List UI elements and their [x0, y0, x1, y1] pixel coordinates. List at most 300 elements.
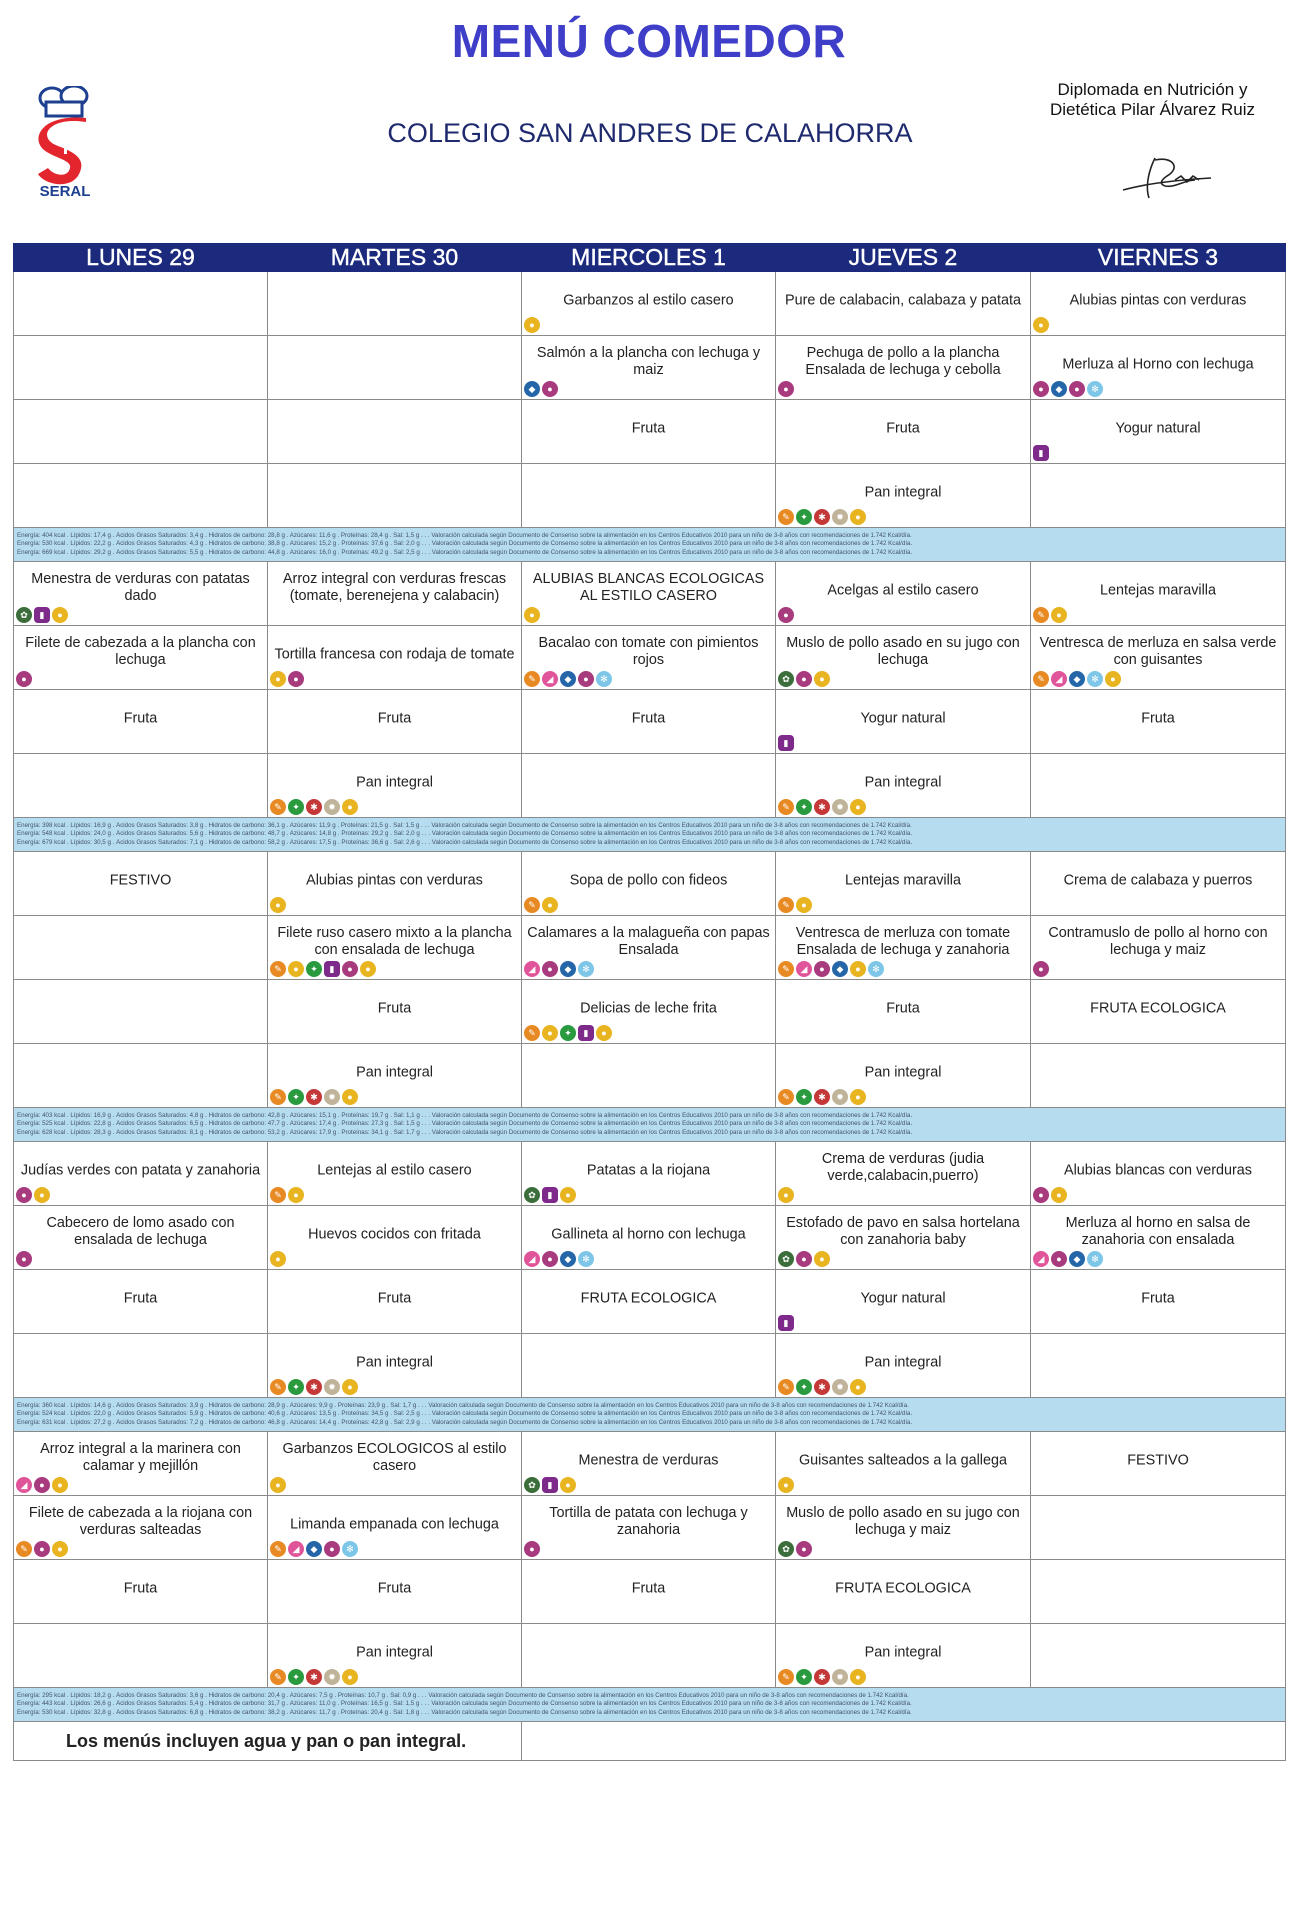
allergen-icons — [270, 897, 286, 913]
menu-cell — [522, 1044, 776, 1108]
egg-icon: ● — [542, 1251, 558, 1267]
soy-icon: ✦ — [288, 1379, 304, 1395]
menu-cell — [522, 754, 776, 818]
shellfish-icon: ◢ — [1033, 1251, 1049, 1267]
egg-icon: ● — [796, 1541, 812, 1557]
menu-cell — [776, 1624, 1031, 1688]
day-header: JUEVES 2 — [776, 244, 1031, 272]
dish-name: Arroz integral a la marinera con calamar y mejillón — [40, 1440, 241, 1474]
menu-cell — [776, 1206, 1031, 1270]
dish-name: Garbanzos ECOLOGICOS al estilo casero — [282, 1440, 507, 1474]
allergen-icons — [270, 1089, 358, 1105]
menu-cell — [14, 562, 268, 626]
menu-cell — [268, 852, 522, 916]
menu-row — [14, 464, 1286, 528]
egg-icon: ● — [796, 1251, 812, 1267]
menu-cell — [14, 336, 268, 400]
menu-row — [14, 400, 1286, 464]
menu-cell — [268, 1334, 522, 1398]
menu-cell — [522, 1142, 776, 1206]
menu-cell — [1031, 754, 1286, 818]
gluten-icon: ✎ — [270, 1379, 286, 1395]
dish-name: Sopa de pollo con fideos — [569, 871, 728, 888]
menu-cell — [14, 1432, 268, 1496]
dish-name: Salmón a la plancha con lechuga y maiz — [536, 344, 761, 378]
menu-row — [14, 1432, 1286, 1496]
dish-name: Judías verdes con patata y zanahoria — [20, 1161, 261, 1178]
nuts-icon: ✹ — [832, 1379, 848, 1395]
day-header: LUNES 29 — [14, 244, 268, 272]
allergen-icons — [778, 1379, 866, 1395]
allergen-icons — [778, 1315, 794, 1331]
mustard-icon: ● — [850, 1379, 866, 1395]
nutrition-line: Energía: 443 kcal . Lípidos: 26,6 g . Ácidos Grasos Saturados: 5,4 g . Hidratos de carbono: 31,7 g . Azúcares: 11,0 g . Proteínas: 16,5 g . Sal: 1,5 g . . . Valoración calculada según Documento de Consenso sobre la alimentación en los Centros Educativos 2010 para un niño de 3-8 años con recomendaciones de 1.742 Kcal/día. — [17, 1700, 912, 1708]
gluten-icon: ✎ — [270, 961, 286, 977]
mustard-icon: ● — [1051, 1187, 1067, 1203]
gluten-icon: ✎ — [778, 1669, 794, 1685]
egg-icon: ● — [342, 961, 358, 977]
dish-name: Huevos cocidos con fritada — [308, 1225, 481, 1242]
menu-row — [14, 852, 1286, 916]
nutrition-line: Energía: 530 kcal . Lípidos: 32,8 g . Ácidos Grasos Saturados: 6,8 g . Hidratos de carbono: 38,2 g . Azúcares: 11,7 g . Proteínas: 20,4 g . Sal: 1,8 g . . . Valoración calculada según Documento de Consenso sobre la alimentación en los Centros Educativos 2010 para un niño de 3-8 años con recomendaciones de 1.742 Kcal/día. — [17, 1708, 912, 1716]
nutrition-row — [14, 528, 1286, 562]
dish-name: Acelgas al estilo casero — [827, 581, 979, 598]
egg-icon: ● — [16, 1187, 32, 1203]
dish-name: Lentejas al estilo casero — [317, 1161, 472, 1178]
menu-cell — [776, 464, 1031, 528]
menu-cell — [268, 980, 522, 1044]
fish-icon: ◆ — [1069, 671, 1085, 687]
soy-icon: ✦ — [288, 1669, 304, 1685]
allergen-icons — [524, 1477, 576, 1493]
allergen-icons — [270, 1541, 358, 1557]
menu-cell — [776, 690, 1031, 754]
allergen-icons — [270, 961, 376, 977]
mustard-icon: ● — [542, 897, 558, 913]
mustard-icon: ● — [560, 1477, 576, 1493]
sesame-icon: ✱ — [814, 1089, 830, 1105]
menu-cell — [1031, 1496, 1286, 1560]
milk-icon: ▮ — [578, 1025, 594, 1041]
celery-icon: ✿ — [778, 671, 794, 687]
allergen-icons — [778, 607, 794, 623]
soy-icon: ✦ — [796, 1089, 812, 1105]
celery-icon: ✿ — [524, 1477, 540, 1493]
menu-cell — [776, 916, 1031, 980]
nutrition-line: Energía: 530 kcal . Lípidos: 22,2 g . Ácidos Grasos Saturados: 4,3 g . Hidratos de carbono: 38,8 g . Azúcares: 15,2 g . Proteínas: 37,6 g . Sal: 2,0 g . . . Valoración calculada según Documento de Consenso sobre la alimentación en los Centros Educativos 2010 para un niño de 3-8 años con recomendaciones de 1.742 Kcal/día. — [17, 540, 913, 548]
menu-cell — [14, 1206, 268, 1270]
dish-name: Pan integral — [864, 1353, 942, 1370]
sesame-icon: ✱ — [306, 799, 322, 815]
menu-table — [13, 243, 1286, 1761]
menu-row — [14, 272, 1286, 336]
mustard-icon: ● — [342, 1379, 358, 1395]
menu-cell — [1031, 336, 1286, 400]
allergen-icons — [16, 1187, 50, 1203]
menu-cell — [268, 754, 522, 818]
signature — [1115, 150, 1215, 206]
allergen-icons — [524, 961, 594, 977]
allergen-icons — [16, 1251, 32, 1267]
mustard-icon: ● — [1051, 607, 1067, 623]
dish-name: Fruta — [886, 999, 920, 1016]
nuts-icon: ✹ — [324, 799, 340, 815]
egg-icon: ● — [814, 961, 830, 977]
shellfish-icon: ◢ — [1051, 671, 1067, 687]
menu-cell — [268, 916, 522, 980]
menu-cell — [14, 754, 268, 818]
gluten-icon: ✎ — [270, 1089, 286, 1105]
gluten-icon: ✎ — [778, 509, 794, 525]
menu-cell — [268, 1496, 522, 1560]
gluten-icon: ✎ — [778, 1379, 794, 1395]
allergen-icons — [778, 735, 794, 751]
sesame-icon: ✱ — [306, 1669, 322, 1685]
sesame-icon: ✱ — [814, 799, 830, 815]
menu-cell — [1031, 1044, 1286, 1108]
dish-name: Fruta — [631, 1579, 666, 1596]
mustard-icon: ● — [796, 897, 812, 913]
egg-icon: ● — [16, 671, 32, 687]
fish-icon: ◆ — [560, 1251, 576, 1267]
soy-icon: ✦ — [796, 1669, 812, 1685]
mollusc-icon: ✻ — [578, 1251, 594, 1267]
menu-cell — [1031, 690, 1286, 754]
gluten-icon: ✎ — [16, 1541, 32, 1557]
mustard-icon: ● — [342, 799, 358, 815]
allergen-icons — [778, 1669, 866, 1685]
menu-cell — [522, 1496, 776, 1560]
mustard-icon: ● — [52, 1541, 68, 1557]
menu-cell — [776, 852, 1031, 916]
menu-cell — [14, 626, 268, 690]
day-header-row — [14, 244, 1286, 272]
menu-cell — [268, 1624, 522, 1688]
mustard-icon: ● — [52, 607, 68, 623]
allergen-icons — [778, 1477, 794, 1493]
dish-name: Patatas a la riojana — [586, 1161, 711, 1178]
dish-name: Yogur natural — [860, 709, 946, 726]
menu-cell — [14, 980, 268, 1044]
celery-icon: ✿ — [778, 1541, 794, 1557]
dish-name: Pan integral — [864, 483, 942, 500]
menu-row — [14, 1334, 1286, 1398]
egg-icon: ● — [1051, 1251, 1067, 1267]
dish-name: Fruta — [123, 1289, 158, 1306]
gluten-icon: ✎ — [778, 961, 794, 977]
milk-icon: ▮ — [542, 1187, 558, 1203]
allergen-icons — [524, 317, 540, 333]
dish-name: Guisantes salteados a la gallega — [798, 1451, 1007, 1468]
gluten-icon: ✎ — [778, 799, 794, 815]
dish-name: Estofado de pavo en salsa hortelana con zanahoria baby — [786, 1214, 1020, 1248]
allergen-icons — [1033, 317, 1049, 333]
dish-name: Fruta — [631, 419, 666, 436]
menu-row — [14, 626, 1286, 690]
menu-cell — [522, 400, 776, 464]
milk-icon: ▮ — [34, 607, 50, 623]
shellfish-icon: ◢ — [16, 1477, 32, 1493]
egg-icon: ● — [34, 1541, 50, 1557]
menu-cell — [1031, 400, 1286, 464]
dish-name: Pan integral — [864, 773, 942, 790]
allergen-icons — [524, 1251, 594, 1267]
dish-name: Fruta — [377, 1579, 412, 1596]
sesame-icon: ✱ — [814, 1379, 830, 1395]
allergen-icons — [524, 897, 558, 913]
menu-cell — [268, 1270, 522, 1334]
dish-name: FESTIVO — [1127, 1451, 1189, 1468]
dish-name: FESTIVO — [109, 871, 172, 888]
menu-cell — [522, 464, 776, 528]
dish-name: Fruta — [1141, 709, 1175, 726]
menu-cell — [14, 400, 268, 464]
allergen-icons — [270, 671, 304, 687]
logo-text: SERAL — [39, 183, 91, 200]
mollusc-icon: ✻ — [1087, 1251, 1103, 1267]
nuts-icon: ✹ — [832, 799, 848, 815]
dish-name: Menestra de verduras — [578, 1451, 719, 1468]
nuts-icon: ✹ — [832, 1669, 848, 1685]
soy-icon: ✦ — [560, 1025, 576, 1041]
egg-icon: ● — [288, 671, 304, 687]
menu-cell — [522, 980, 776, 1044]
allergen-icons — [778, 1089, 866, 1105]
menu-row — [14, 1142, 1286, 1206]
shellfish-icon: ◢ — [542, 671, 558, 687]
day-header: MARTES 30 — [268, 244, 522, 272]
egg-icon: ● — [324, 1541, 340, 1557]
menu-row — [14, 916, 1286, 980]
dish-name: Fruta — [377, 1289, 412, 1306]
nutrition-line: Energía: 524 kcal . Lípidos: 22,0 g . Ácidos Grasos Saturados: 5,9 g . Hidratos de carbono: 40,6 g . Azúcares: 13,5 g . Proteínas: 34,5 g . Sal: 2,5 g . . . Valoración calculada según Documento de Consenso sobre la alimentación en los Centros Educativos 2010 para un niño de 3-8 años con recomendaciones de 1.742 Kcal/día. — [17, 1410, 913, 1418]
menu-row — [14, 1270, 1286, 1334]
menu-cell — [14, 464, 268, 528]
menu-row — [14, 690, 1286, 754]
menu-cell — [776, 1044, 1031, 1108]
dish-name: Muslo de pollo asado en su jugo con lechuga y maiz — [786, 1504, 1020, 1538]
menu-cell — [776, 980, 1031, 1044]
dish-name: Merluza al Horno con lechuga — [1062, 355, 1254, 372]
dish-name: Ventresca de merluza en salsa verde con guisantes — [1039, 634, 1277, 668]
dish-name: Alubias blancas con verduras — [1064, 1161, 1252, 1178]
menu-cell — [268, 400, 522, 464]
menu-cell — [1031, 464, 1286, 528]
nuts-icon: ✹ — [324, 1379, 340, 1395]
mustard-icon: ● — [270, 1477, 286, 1493]
egg-icon: ● — [34, 1477, 50, 1493]
allergen-icons — [778, 799, 866, 815]
dish-name: Alubias pintas con verduras — [1069, 291, 1247, 308]
allergen-icons — [270, 1669, 358, 1685]
dish-name: Fruta — [886, 419, 920, 436]
menu-cell — [268, 336, 522, 400]
mustard-icon: ● — [850, 1089, 866, 1105]
allergen-icons — [270, 1477, 286, 1493]
menu-cell — [776, 272, 1031, 336]
page-title: MENÚ COMEDOR — [451, 15, 847, 67]
dish-name: Fruta — [123, 1579, 158, 1596]
menu-cell — [268, 690, 522, 754]
allergen-icons — [778, 961, 884, 977]
gluten-icon: ✎ — [778, 1089, 794, 1105]
nuts-icon: ✹ — [832, 509, 848, 525]
menu-cell — [14, 1334, 268, 1398]
dish-name: Pan integral — [356, 1353, 433, 1370]
mustard-icon: ● — [288, 961, 304, 977]
dish-name: Limanda empanada con lechuga — [290, 1515, 499, 1532]
menu-row — [14, 1044, 1286, 1108]
dish-name: ALUBIAS BLANCAS ECOLOGICAS AL ESTILO CASERO — [532, 570, 765, 604]
dish-name: Arroz integral con verduras frescas (tomate, berenejena y calabacin) — [282, 570, 507, 604]
fish-icon: ◆ — [306, 1541, 322, 1557]
gluten-icon: ✎ — [524, 1025, 540, 1041]
mustard-icon: ● — [778, 1477, 794, 1493]
menu-cell — [14, 1270, 268, 1334]
gluten-icon: ✎ — [270, 1669, 286, 1685]
menu-cell — [1031, 1334, 1286, 1398]
allergen-icons — [16, 1541, 68, 1557]
menu-cell — [1031, 1624, 1286, 1688]
allergen-icons — [778, 897, 812, 913]
allergen-icons — [270, 1187, 304, 1203]
menu-cell — [1031, 272, 1286, 336]
mollusc-icon: ✻ — [1087, 671, 1103, 687]
milk-icon: ▮ — [1033, 445, 1049, 461]
dish-name: Crema de verduras (judia verde,calabacin,puerro) — [821, 1150, 985, 1184]
nutrition-info — [14, 1398, 1286, 1432]
shellfish-icon: ◢ — [524, 961, 540, 977]
dish-name: Cabecero de lomo asado con ensalada de lechuga — [46, 1214, 235, 1248]
mollusc-icon: ✻ — [1087, 381, 1103, 397]
egg-icon: ● — [1033, 381, 1049, 397]
school-name: COLEGIO SAN ANDRES DE CALAHORRA — [387, 118, 913, 148]
mustard-icon: ● — [560, 1187, 576, 1203]
mustard-icon: ● — [850, 961, 866, 977]
allergen-icons — [1033, 1187, 1067, 1203]
allergen-icons — [16, 671, 32, 687]
menu-cell — [1031, 626, 1286, 690]
mustard-icon: ● — [34, 1187, 50, 1203]
gluten-icon: ✎ — [270, 799, 286, 815]
dietitian-line-1: Diplomada en Nutrición y — [1057, 80, 1248, 99]
allergen-icons — [270, 1379, 358, 1395]
menu-cell — [776, 1496, 1031, 1560]
menu-cell — [522, 1270, 776, 1334]
dietitian-line-2: Dietética Pilar Álvarez Ruiz — [1049, 100, 1255, 119]
allergen-icons — [524, 1541, 540, 1557]
nutrition-info — [14, 1108, 1286, 1142]
dish-name: Muslo de pollo asado en su jugo con lechuga — [786, 634, 1020, 668]
menu-cell — [14, 272, 268, 336]
mustard-icon: ● — [360, 961, 376, 977]
egg-icon: ● — [16, 1251, 32, 1267]
day-header: VIERNES 3 — [1031, 244, 1286, 272]
allergen-icons — [524, 607, 540, 623]
menu-cell — [1031, 1560, 1286, 1624]
dish-name: Fruta — [377, 709, 412, 726]
menu-cell — [1031, 852, 1286, 916]
gluten-icon: ✎ — [524, 897, 540, 913]
dish-name: Pan integral — [356, 1063, 433, 1080]
menu-cell — [1031, 1432, 1286, 1496]
allergen-icons — [524, 1025, 612, 1041]
menu-cell — [522, 916, 776, 980]
nutrition-row — [14, 1688, 1286, 1722]
mollusc-icon: ✻ — [868, 961, 884, 977]
allergen-icons — [778, 671, 830, 687]
menu-cell — [522, 852, 776, 916]
sesame-icon: ✱ — [306, 1379, 322, 1395]
mustard-icon: ● — [524, 607, 540, 623]
nutrition-line: Energía: 403 kcal . Lípidos: 16,9 g . Ácidos Grasos Saturados: 4,8 g . Hidratos de carbono: 42,8 g . Azúcares: 15,1 g . Proteínas: 19,7 g . Sal: 1,1 g . . . Valoración calculada según Documento de Consenso sobre la alimentación en los Centros Educativos 2010 para un niño de 3-8 años con recomendaciones de 1.742 Kcal/día. — [17, 1112, 913, 1120]
menu-cell — [522, 272, 776, 336]
gluten-icon: ✎ — [1033, 671, 1049, 687]
footer-note: Los menús incluyen agua y pan o pan integral. — [66, 1730, 467, 1751]
nuts-icon: ✹ — [832, 1089, 848, 1105]
gluten-icon: ✎ — [524, 671, 540, 687]
mustard-icon: ● — [596, 1025, 612, 1041]
mustard-icon: ● — [778, 1187, 794, 1203]
milk-icon: ▮ — [324, 961, 340, 977]
mustard-icon: ● — [814, 1251, 830, 1267]
allergen-icons — [1033, 445, 1049, 461]
menu-cell — [522, 1624, 776, 1688]
mustard-icon: ● — [542, 1025, 558, 1041]
footer-row — [14, 1722, 1286, 1761]
menu-cell — [522, 336, 776, 400]
allergen-icons — [778, 1541, 812, 1557]
dish-name: Tortilla francesa con rodaja de tomate — [274, 645, 515, 662]
allergen-icons — [778, 1187, 794, 1203]
menu-cell — [268, 562, 522, 626]
celery-icon: ✿ — [16, 607, 32, 623]
soy-icon: ✦ — [796, 799, 812, 815]
dish-name: Contramuslo de pollo al horno con lechuga y maiz — [1048, 924, 1268, 958]
menu-cell — [268, 1142, 522, 1206]
shellfish-icon: ◢ — [524, 1251, 540, 1267]
allergen-icons — [524, 381, 558, 397]
sesame-icon: ✱ — [306, 1089, 322, 1105]
dish-name: Bacalao con tomate con pimientos rojos — [538, 634, 759, 668]
dish-name: Delicias de leche frita — [580, 999, 717, 1016]
celery-icon: ✿ — [778, 1251, 794, 1267]
menu-row — [14, 1560, 1286, 1624]
footer-cell — [14, 1722, 522, 1761]
menu-cell — [522, 1334, 776, 1398]
dish-name: Merluza al horno en salsa de zanahoria con ensalada — [1065, 1214, 1251, 1248]
menu-cell — [522, 1432, 776, 1496]
menu-cell — [268, 1560, 522, 1624]
nutrition-line: Energía: 398 kcal . Lípidos: 16,9 g . Ácidos Grasos Saturados: 3,8 g . Hidratos de carbono: 36,1 g . Azúcares: 11,9 g . Proteínas: 21,5 g . Sal: 1,5 g . . . Valoración calculada según Documento de Consenso sobre la alimentación en los Centros Educativos 2010 para un niño de 3-8 años con recomendaciones de 1.742 Kcal/día. — [17, 822, 912, 830]
dish-name: Pan integral — [356, 773, 433, 790]
mustard-icon: ● — [850, 1669, 866, 1685]
menu-cell — [1031, 562, 1286, 626]
egg-icon: ● — [778, 607, 794, 623]
day-header: MIERCOLES 1 — [522, 244, 776, 272]
allergen-icons — [1033, 1251, 1103, 1267]
menu-cell — [268, 1206, 522, 1270]
menu-cell — [776, 1142, 1031, 1206]
menu-cell — [522, 1206, 776, 1270]
mustard-icon: ● — [52, 1477, 68, 1493]
footer-empty-cell — [522, 1722, 1286, 1761]
nutrition-row — [14, 818, 1286, 852]
dish-name: Alubias pintas con verduras — [306, 871, 483, 888]
mollusc-icon: ✻ — [596, 671, 612, 687]
nutrition-line: Energía: 628 kcal . Lípidos: 28,3 g . Ácidos Grasos Saturados: 8,1 g . Hidratos de carbono: 53,2 g . Azúcares: 17,9 g . Proteínas: 34,1 g . Sal: 1,7 g . . . Valoración calculada según Documento de Consenso sobre la alimentación en los Centros Educativos 2010 para un niño de 3-8 años con recomendaciones de 1.742 Kcal/día. — [17, 1128, 913, 1136]
mollusc-icon: ✻ — [578, 961, 594, 977]
